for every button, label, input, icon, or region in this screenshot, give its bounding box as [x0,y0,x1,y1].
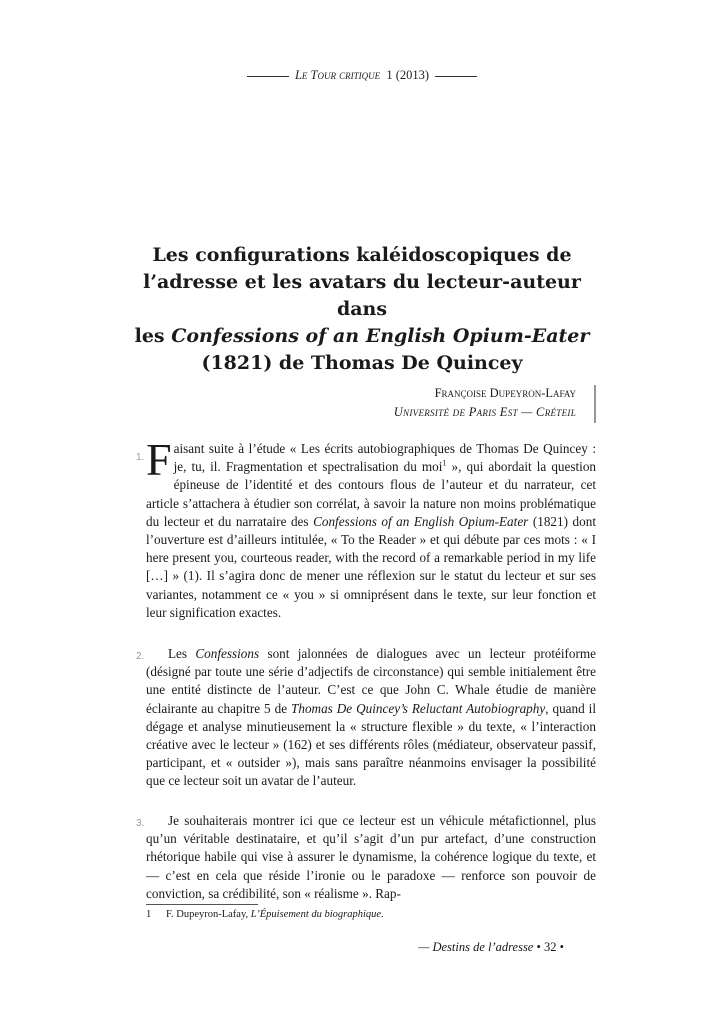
author-name: Françoise Dupeyron-Lafay [434,386,576,400]
footnote-rule [146,904,258,905]
p2-text-b: sont jalonnées de dialogues avec un lecteur protéiforme (désigné par toute une série d’adjectifs de circonstance) qui semble initialement être une entité distincte de l’auteur. C’est ce que John C. Whale étudie de manière éclairante au chapitre 5 de [146,646,596,716]
footnote-text: F. Dupeyron-Lafay, [166,909,251,920]
p2-text-a: Les [168,646,196,661]
p2-italic-b: Thomas De Quincey’s Reluctant Autobiography [291,700,546,716]
page-number: • 32 • [536,940,564,954]
title-line-4: (1821) de Thomas De Quincey [201,352,523,374]
running-header [0,68,724,83]
journal-name: Le Tour critique [294,68,381,82]
header-rule-left [247,76,289,77]
p1-italic-title: Confessions of an English Opium-Eater [313,513,529,529]
title-line-2: l’adresse et les avatars du lecteur-auteur dans [143,271,581,320]
footnote-ref-1[interactable]: 1 [442,458,447,468]
p1-text-a: aisant suite à l’étude « Les écrits autobiographiques de Thomas De Quincey : je, tu, il. Fragmentation et spectralisation du moi [173,441,596,475]
paragraph-1 [146,434,597,622]
paragraph-number-2: 2. [136,651,145,662]
drop-cap: F [146,434,172,485]
journal-issue: 1 (2013) [386,68,430,82]
footnote-1 [146,909,596,920]
paragraph-2 [146,645,596,791]
p2-italic-a: Confessions [195,646,260,661]
p1-text-b: », qui abordait la question épineuse de l’identité et des contours flous de l’auteur et du narrateur, cet article s’attachera à étudier son corrélat, à savoir la nature non moins problématique du lecteur et du narrataire des [146,459,597,529]
title-line-1: Les configurations kaléidoscopiques de [152,244,572,266]
p2-text-c: , quand il dégage et analyse minutieusement la « structure flexible » du texte, « l’interaction créative avec le lecteur » (162) et ses différents rôles (médiateur, observateur passif, participant, et « outsider »), mais sans paraître néanmoins envisager la possibilité que ce lecteur soit un avatar de l’auteur. [146,700,597,789]
footer-section: — Destins de l’adresse [418,940,534,954]
page-footer [418,940,564,955]
footnote-italic: L’Épuisement du biographique. [250,909,384,920]
article-title [120,242,604,377]
p3-text: Je souhaiterais montrer ici que ce lecteur est un véhicule métafictionnel, plus qu’un véritable destinataire, et qu’il s’agit d’un pur artefact, d’une construction rhétorique habile qui vise à assurer le dynamisme, la cohérence logique du texte, et — c’est en cela que réside l’ironie ou le paradoxe — renforce son pouvoir de conviction, sa crédibilité, son « réalisme ». Rap- [146,813,596,901]
author-block [394,384,586,422]
title-line-3-prefix: les [134,325,172,347]
p1-text-c: (1821) dont l’ouverture est d’ailleurs intitulée, « To the Reader » et qui débute par ces mots : « I here present you, courteous reader, with the record of a remarkable period in my life […] » (1). Il s’agira donc de mener une réflexion sur le statut du lecteur et sur ses variantes, notamment ce « you » si omniprésent dans le texte, sur leur fonction et leur signification exactes. [146,513,596,620]
paragraph-3 [146,812,596,903]
author-block-bar [594,385,596,423]
paragraph-number-3: 3. [136,818,145,829]
header-rule-right [435,76,477,77]
footnote-number: 1 [146,909,152,920]
author-affiliation: Université de Paris Est — Créteil [393,405,576,419]
paragraph-number-1: 1. [136,452,145,463]
title-line-3-italic: Confessions of an English Opium-Eater [171,325,590,347]
